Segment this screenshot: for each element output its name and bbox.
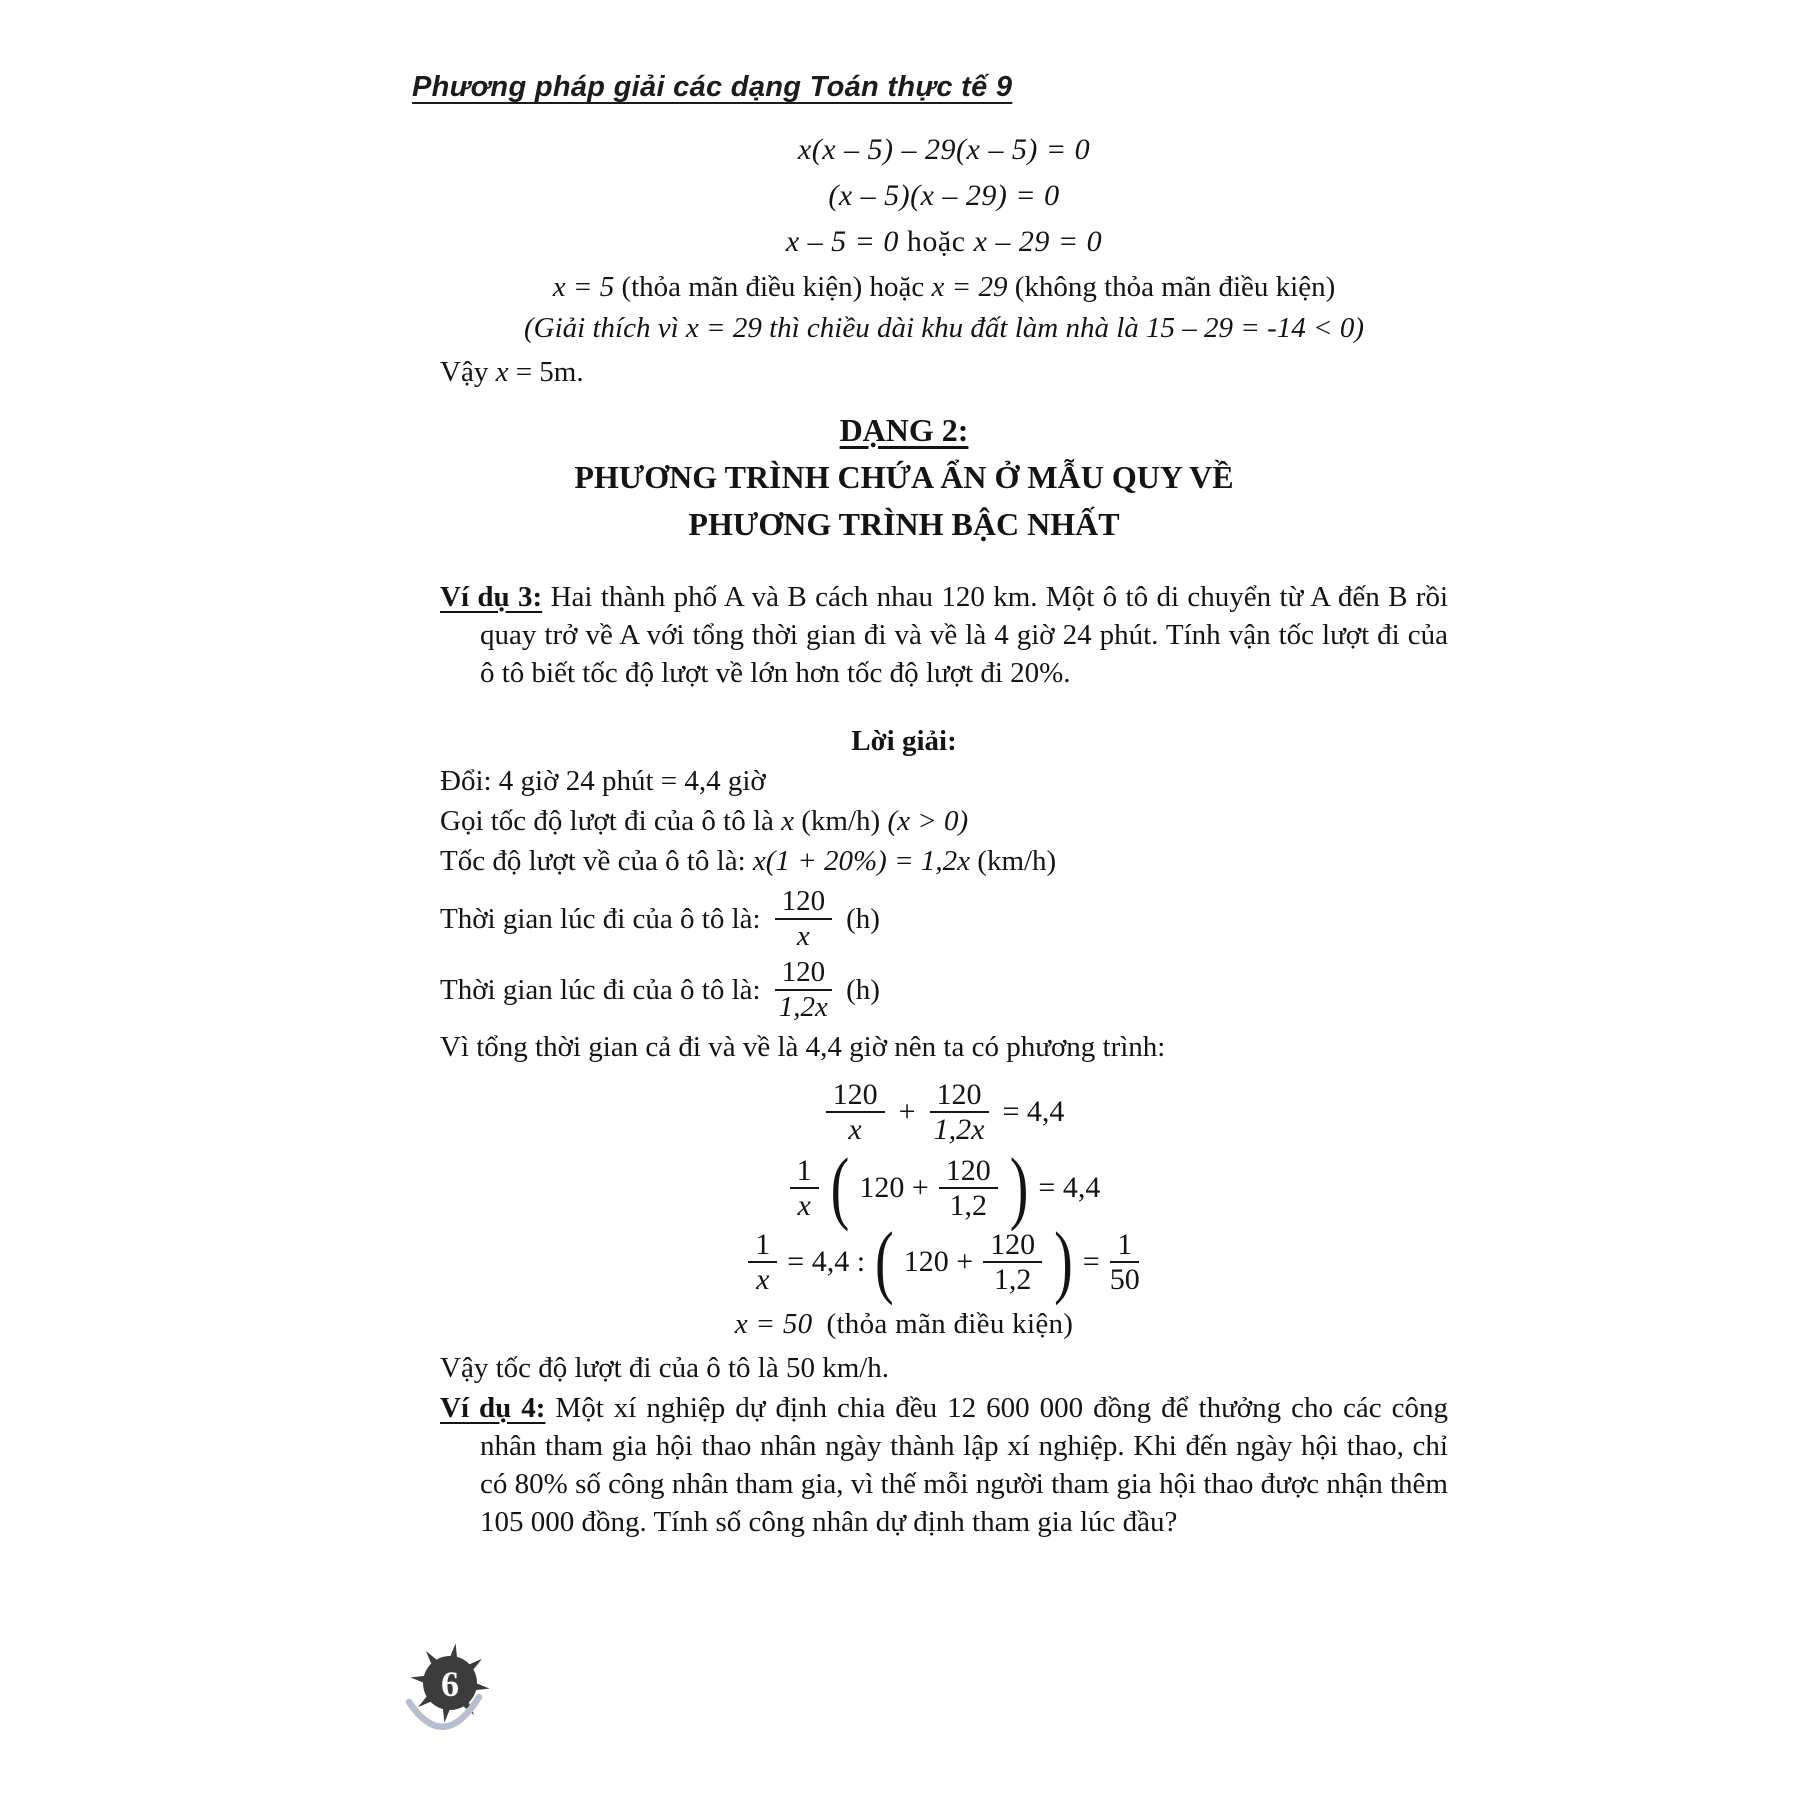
example4-label: Ví dụ 4:: [440, 1392, 546, 1424]
section-subtitle-1: PHƯƠNG TRÌNH CHỨA ẨN Ở MẪU QUY VỀ: [574, 459, 1234, 495]
fraction-120-x: $\frac{120}{x}$: [826, 1079, 885, 1145]
fraction-120-12x: $\frac{120}{1,2x}$: [775, 957, 833, 1023]
solution-heading: Lời giải:: [851, 725, 957, 757]
return-speed-line: Tốc độ lượt về của ô tô là: x(1 + 20%) = 1,2x (km/h): [440, 845, 1057, 877]
equation-factored: $\frac{1}{x}$ ( 120 + $\frac{120}{1,2}$ ) = 4,4: [440, 1155, 1448, 1221]
result-line: x = 50 (thỏa mãn điều kiện): [734, 1308, 1074, 1340]
assign-variable-line: Gọi tốc độ lượt đi của ô tô là x (km/h) (x > 0): [440, 805, 969, 837]
fraction-1-x: $\frac{1}{x}$: [748, 1229, 777, 1295]
section-title: DẠNG 2:: [839, 412, 969, 448]
page-content: [412, 68, 1449, 1570]
conclusion-line-2: Vậy tốc độ lượt đi của ô tô là 50 km/h.: [440, 1352, 890, 1384]
equation-setup-line: Vì tổng thời gian cả đi và về là 4,4 giờ nên ta có phương trình:: [440, 1031, 1166, 1063]
gear-icon: [380, 1622, 520, 1772]
page-number: 6: [441, 1664, 459, 1704]
section-heading: [440, 407, 1368, 548]
fraction-120-x: $\frac{120}{x}$: [775, 886, 833, 952]
explanation-note: (Giải thích vì x = 29 thì chiều dài khu đất làm nhà là 15 – 29 = -14 < 0): [524, 312, 1364, 344]
conclusion-line-1: Vậy x = 5m.: [440, 356, 584, 388]
section-subtitle-2: PHƯƠNG TRÌNH BẬC NHẤT: [688, 506, 1120, 542]
fraction-120-12x: $\frac{120}{1,2x}$: [930, 1079, 989, 1145]
fraction-120-12: $\frac{120}{1,2}$: [939, 1155, 998, 1221]
time-return-line: Thời gian lúc đi của ô tô là: $\frac{120}{1,2x}$ (h): [440, 956, 880, 1023]
equation-sum: $\frac{120}{x}$ + $\frac{120}{1,2x}$ = 4,4: [440, 1079, 1448, 1145]
case-analysis-line: x = 5 (thỏa mãn điều kiện) hoặc x = 29 (không thỏa mãn điều kiện): [552, 271, 1336, 303]
section-title-row: [440, 407, 1368, 454]
equation-line-3: x – 5 = 0 hoặc x – 29 = 0: [785, 225, 1103, 258]
example3-paragraph: [440, 578, 1448, 692]
example3-text: Hai thành phố A và B cách nhau 120 km. Một ô tô di chuyển từ A đến B rồi quay trở về A với tổng thời gian đi và về là 4 giờ 24 phút. Tính vận tốc lượt đi của ô tô biết tốc độ lượt về lớn hơn tốc độ lượt đi 20%.: [480, 581, 1449, 689]
running-header: Phương pháp giải các dạng Toán thực tế 9: [412, 71, 1013, 103]
equation-line-1: x(x – 5) – 29(x – 5) = 0: [797, 133, 1091, 166]
running-header-row: [412, 68, 1448, 124]
example3-label: Ví dụ 3:: [440, 581, 543, 613]
time-go-line: Thời gian lúc đi của ô tô là: $\frac{120}{x}$ (h): [440, 885, 880, 952]
fraction-1-50: $\frac{1}{50}$: [1109, 1228, 1140, 1296]
convert-line: Đổi: 4 giờ 24 phút = 4,4 giờ: [440, 765, 766, 797]
fraction-1-x: $\frac{1}{x}$: [790, 1155, 819, 1221]
fraction-120-12: $\frac{120}{1,2}$: [983, 1229, 1042, 1295]
page-number-badge: [380, 1622, 520, 1772]
example4-paragraph: [440, 1389, 1448, 1541]
equation-solve: $\frac{1}{x}$ = 4,4 : ( 120 + $\frac{120}{1,2}$ ) = $\frac{1}{50}$: [440, 1229, 1448, 1295]
example4-text: Một xí nghiệp dự định chia đều 12 600 000 đồng để thưởng cho các công nhân tham gia hội thao nhân ngày thành lập xí nghiệp. Khi đến ngày hội thao, chỉ có 80% số công nhân tham gia, vì thế mỗi người tham gia hội thao được nhận thêm 105 000 đồng. Tính số công nhân dự định tham gia lúc đầu?: [480, 1392, 1448, 1538]
equation-line-2: (x – 5)(x – 29) = 0: [828, 179, 1060, 212]
